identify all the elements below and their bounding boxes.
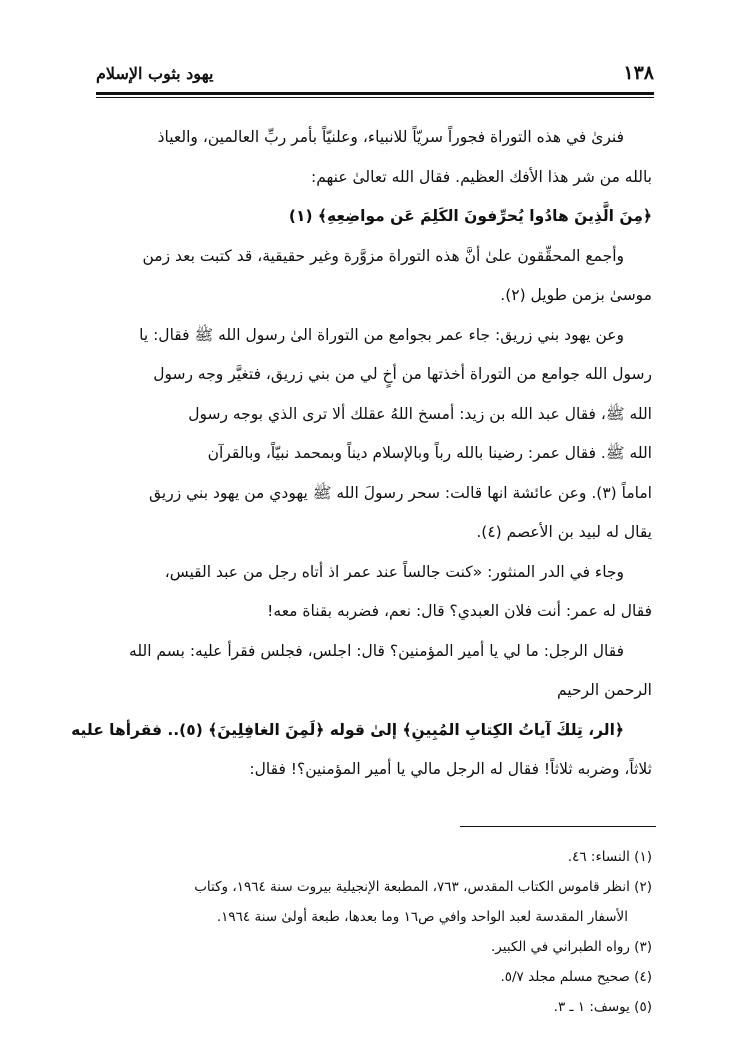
text-line: ثلاثاً، وضربه ثلاثاً! فقال له الرجل مالي يا أمير المؤمنين؟! فقال: — [249, 760, 652, 778]
footnote: (٢) انظر قاموس الكتاب المقدس، ٧٦٣، المطبعة الإنجيلية بيروت سنة ١٩٦٤، وكتاب — [194, 879, 652, 895]
text-line: الله ﷺ، فقال عبد الله بن زيد: أمسخ اللهُ عقلك ألا ترى الذي بوجه رسول — [188, 404, 652, 423]
text-line: بالله من شر هذا الأفك العظيم. فقال الله تعالىٰ عنهم: — [310, 167, 652, 186]
header-rule-thin — [96, 97, 654, 98]
text-line: يقال له لبيد بن الأعصم (٤). — [476, 523, 652, 541]
quran-verse: ﴿الر، تِلكَ آياتُ الكِتابِ المُبِينِ﴾ إلىٰ قوله ﴿لَمِنَ الغافِلِينَ﴾ (٥).. فقرأها عليه — [71, 720, 624, 739]
text-line: فقال له عمر: أنت فلان العبدي؟ قال: نعم، فضربه بقناة معه! — [267, 602, 652, 620]
footnote-divider — [460, 826, 656, 827]
header-rule-thick — [96, 92, 654, 95]
text-line: الله ﷺ. فقال عمر: رضينا بالله رباً وبالإسلام ديناً وبمحمد نبيّاً، وبالقرآن — [207, 444, 652, 462]
text-line: وأجمع المحقِّقون علىٰ أنَّ هذه التوراة مزوَّرة وغير حقيقية، قد كتبت بعد زمن — [142, 246, 624, 265]
text-line: موسىٰ بزمن طويل (٢). — [500, 286, 652, 304]
text-line: فقال الرجل: ما لي يا أمير المؤمنين؟ قال: اجلس، فجلس فقرأ عليه: بسم الله — [129, 641, 624, 660]
text-line: اماماً (٣). وعن عائشة انها قالت: سحر رسولَ الله ﷺ يهودي من يهود بني زريق — [148, 483, 652, 502]
footnote: (١) النساء: ٤٦. — [567, 849, 652, 865]
text-line: فنرىٰ في هذه التوراة فجوراً سريّاً للانبياء، وعلنيّاً بأمر ربِّ العالمين، والعياذ — [157, 128, 624, 146]
text-line: الرحمن الرحيم — [556, 681, 652, 699]
footnote: (٥) يوسف: ١ ـ ٣. — [553, 999, 652, 1015]
text-line: وجاء في الدر المنثور: «كنت جالساً عند عمر اذ أتاه رجل من عبد القيس، — [164, 562, 624, 581]
body-text — [71, 118, 652, 790]
footnotes — [96, 842, 652, 1022]
text-line: وعن يهود بني زريق: جاء عمر بجوامع من التوراة الىٰ رسول الله ﷺ فقال: يا — [139, 325, 624, 344]
page-header — [96, 58, 654, 88]
footnote: (٣) رواه الطبراني في الكبير. — [491, 939, 652, 955]
page-number: ١٣٨ — [623, 62, 654, 84]
text-line: رسول الله جوامع من التوراة أخذتها من أخٍ لي من بني زريق، فتغيَّر وجه رسول — [153, 365, 652, 383]
quran-verse: ﴿مِنَ الَّذِينَ هادُوا يُحرِّفونَ الكَلِمَ عَن مواضِعِهِ﴾ (١) — [288, 207, 652, 225]
footnote: (٤) صحيح مسلم مجلد ٥/٧. — [500, 969, 652, 985]
footnote-continuation: الأسفار المقدسة لعبد الواحد وافي ص١٦ وما بعدها، طبعة أولىٰ سنة ١٩٦٤. — [216, 909, 628, 925]
running-title: يهود بثوب الإسلام — [96, 63, 214, 83]
